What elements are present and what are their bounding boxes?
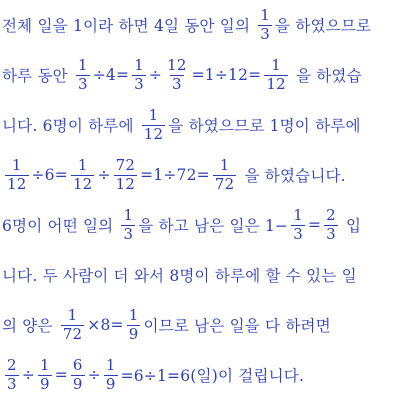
text: 니다. 6명이 하루에: [2, 117, 139, 135]
solution-line-7: [2, 300, 400, 350]
fraction: [258, 5, 272, 43]
text: ÷4=: [92, 66, 130, 84]
numerator: 1: [128, 305, 139, 324]
fraction: [264, 55, 288, 93]
fraction: [76, 55, 90, 93]
fraction: [104, 355, 118, 393]
numerator: 1: [105, 355, 116, 374]
denominator: 9: [128, 324, 139, 343]
text: =6÷1=6(일)이 걸립니다.: [120, 367, 305, 385]
text: 의 양은: [2, 317, 58, 335]
text: 을 하였습니다.: [239, 167, 346, 185]
denominator: 3: [123, 224, 134, 243]
denominator: 3: [77, 74, 88, 93]
denominator: 3: [134, 74, 144, 93]
fraction: [127, 305, 141, 343]
text: 6명이 어떤 일의: [2, 217, 119, 235]
denominator: 3: [7, 374, 17, 393]
numerator: 1: [134, 55, 144, 74]
numerator: 1: [148, 105, 159, 124]
fraction: [5, 155, 29, 193]
fraction: [114, 155, 138, 193]
solution-line-4: [2, 150, 400, 200]
solution-line-5: [2, 200, 400, 250]
solution-line-8: [2, 350, 400, 400]
numerator: 1: [77, 155, 88, 174]
text: 하루 동안: [2, 67, 73, 85]
denominator: 3: [260, 24, 271, 43]
numerator: 1: [39, 355, 50, 374]
numerator: 1: [260, 5, 271, 24]
numerator: 1: [271, 55, 281, 74]
denominator: 3: [171, 74, 182, 93]
text: 을 하였으므로 1명이 하루에: [168, 117, 361, 135]
solution-line-3: [2, 100, 400, 150]
text: =1÷12=: [191, 66, 262, 84]
fraction: [121, 205, 135, 243]
fraction: [71, 155, 95, 193]
denominator: 72: [214, 174, 235, 193]
text: =1÷72=: [140, 166, 210, 184]
text: 니다. 두 사람이 더 와서 8명이 하루에 할 수 있는 일: [2, 267, 357, 285]
fraction: [71, 355, 85, 393]
fraction: [165, 55, 189, 93]
fraction: [5, 355, 19, 393]
numerator: 1: [11, 155, 22, 174]
text: 입: [340, 217, 362, 235]
numerator: 72: [115, 155, 136, 174]
text: ÷: [97, 166, 111, 184]
text: ÷: [87, 366, 101, 384]
text: ×8=: [87, 316, 124, 334]
text: 전체 일을 1이라 하면 4일 동안 일의: [2, 17, 256, 35]
numerator: 1: [219, 155, 230, 174]
denominator: 12: [7, 174, 27, 193]
solution-line-2: [2, 50, 400, 100]
denominator: 9: [39, 374, 50, 393]
numerator: 1: [293, 205, 303, 224]
text: 을 하고 남은 일은 1−: [138, 217, 289, 235]
text: =: [307, 216, 322, 234]
numerator: 1: [67, 305, 78, 324]
fraction: [142, 105, 166, 143]
denominator: 12: [115, 174, 136, 193]
fraction: [324, 205, 338, 243]
text: ÷: [148, 66, 163, 84]
denominator: 3: [326, 224, 336, 243]
denominator: 72: [62, 324, 83, 343]
denominator: 9: [72, 374, 83, 393]
text: 을 하였습: [290, 67, 362, 85]
text: 이므로 남은 일을 다 하려면: [143, 317, 331, 335]
fraction: [61, 305, 85, 343]
fraction: [132, 55, 146, 93]
solution-line-1: [2, 0, 400, 50]
denominator: 12: [72, 174, 93, 193]
numerator: 2: [326, 205, 336, 224]
denominator: 12: [266, 74, 286, 93]
solution-line-6: [2, 250, 400, 300]
numerator: 12: [167, 55, 187, 74]
numerator: 1: [77, 55, 88, 74]
numerator: 2: [7, 355, 17, 374]
text: 을 하였으므로: [275, 17, 372, 35]
numerator: 1: [123, 205, 134, 224]
denominator: 3: [293, 224, 303, 243]
text: =: [54, 366, 68, 384]
denominator: 12: [143, 124, 164, 143]
text: ÷: [21, 366, 35, 384]
fraction: [213, 155, 237, 193]
text: ÷6=: [31, 166, 68, 184]
numerator: 6: [72, 355, 83, 374]
denominator: 9: [105, 374, 116, 393]
fraction: [291, 205, 305, 243]
fraction: [38, 355, 52, 393]
